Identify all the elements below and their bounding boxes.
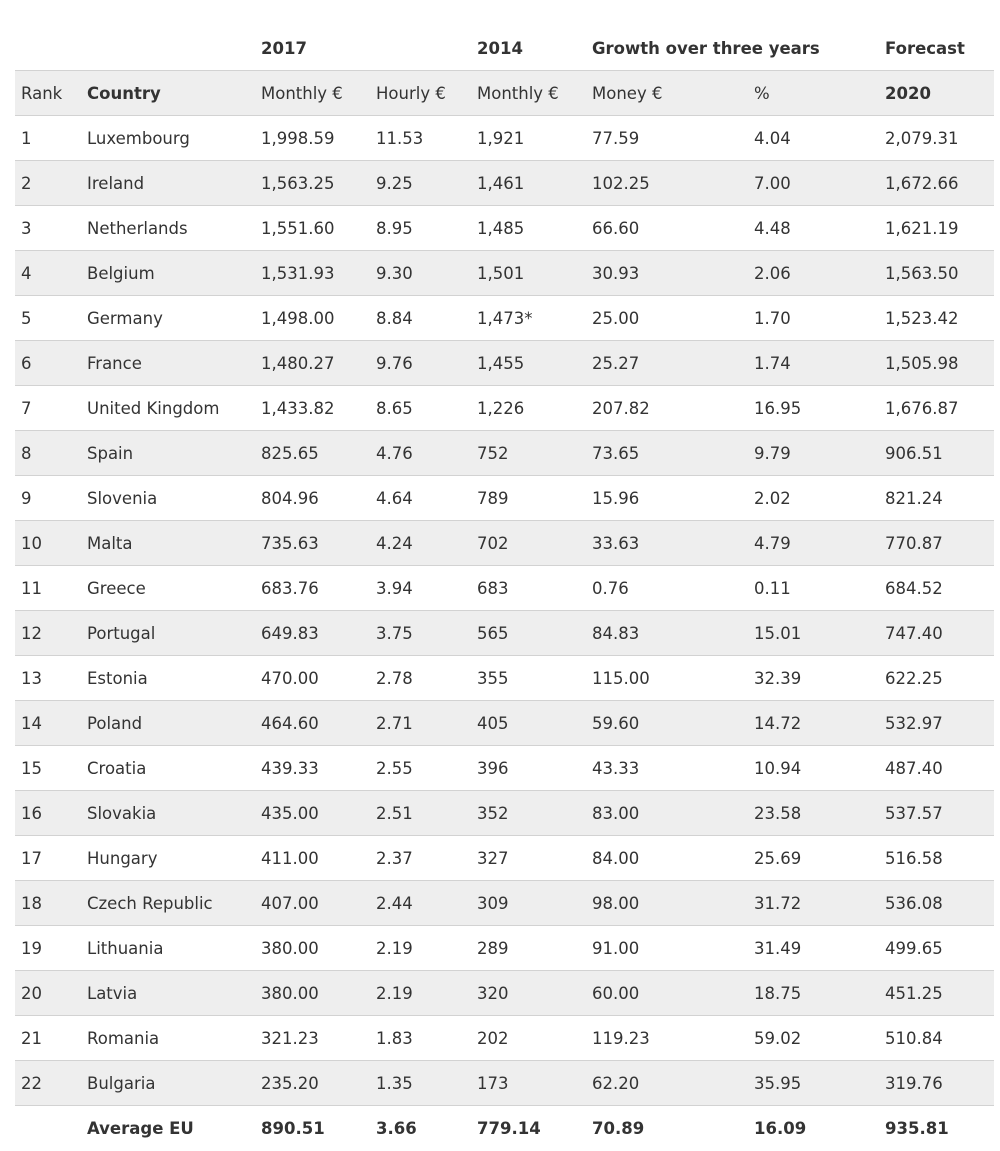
hourly-2017-cell: 2.71 xyxy=(370,701,471,746)
growth-percent-cell: 35.95 xyxy=(748,1061,879,1106)
country-cell: Lithuania xyxy=(81,926,255,971)
monthly-2014-cell: 173 xyxy=(471,1061,586,1106)
country-cell: Malta xyxy=(81,521,255,566)
country-cell: Belgium xyxy=(81,251,255,296)
forecast-2020-cell: 1,505.98 xyxy=(879,341,994,386)
monthly-2017-cell: 439.33 xyxy=(255,746,370,791)
hourly-2017-cell: 2.19 xyxy=(370,926,471,971)
growth-money-cell: 115.00 xyxy=(586,656,748,701)
average-money-cell: 70.89 xyxy=(592,1118,645,1138)
table-row xyxy=(15,386,994,431)
rank-cell: 4 xyxy=(15,251,81,296)
country-cell: Estonia xyxy=(81,656,255,701)
average-row xyxy=(15,1106,994,1151)
table-row xyxy=(15,791,994,836)
rank-cell: 17 xyxy=(15,836,81,881)
table-row xyxy=(15,521,994,566)
average-monthly-2014-cell: 779.14 xyxy=(477,1118,541,1138)
column-header-monthly-2017: Monthly € xyxy=(255,71,370,116)
growth-money-cell: 84.00 xyxy=(586,836,748,881)
rank-cell: 1 xyxy=(15,116,81,161)
header-group-empty xyxy=(370,24,471,71)
forecast-2020-cell: 451.25 xyxy=(879,971,994,1016)
forecast-2020-cell: 510.84 xyxy=(879,1016,994,1061)
average-label-cell: Average EU xyxy=(87,1118,194,1138)
monthly-2014-cell: 355 xyxy=(471,656,586,701)
hourly-2017-cell: 9.30 xyxy=(370,251,471,296)
growth-percent-cell: 2.02 xyxy=(748,476,879,521)
growth-percent-cell: 16.95 xyxy=(748,386,879,431)
forecast-2020-cell: 516.58 xyxy=(879,836,994,881)
header-group-2014: 2014 xyxy=(471,24,586,71)
monthly-2014-cell: 752 xyxy=(471,431,586,476)
monthly-2014-cell: 309 xyxy=(471,881,586,926)
rank-cell: 6 xyxy=(15,341,81,386)
country-cell: Czech Republic xyxy=(81,881,255,926)
growth-percent-cell: 10.94 xyxy=(748,746,879,791)
growth-money-cell: 77.59 xyxy=(586,116,748,161)
growth-percent-cell: 59.02 xyxy=(748,1016,879,1061)
monthly-2017-cell: 1,480.27 xyxy=(255,341,370,386)
table-row xyxy=(15,476,994,521)
growth-percent-cell: 1.74 xyxy=(748,341,879,386)
table-row xyxy=(15,341,994,386)
country-cell: Croatia xyxy=(81,746,255,791)
monthly-2014-cell: 352 xyxy=(471,791,586,836)
average-percent-cell: 16.09 xyxy=(754,1118,807,1138)
monthly-2017-cell: 649.83 xyxy=(255,611,370,656)
table-row xyxy=(15,206,994,251)
column-header-country: Country xyxy=(81,71,255,116)
monthly-2014-cell: 565 xyxy=(471,611,586,656)
forecast-2020-cell: 537.57 xyxy=(879,791,994,836)
hourly-2017-cell: 11.53 xyxy=(370,116,471,161)
column-header-row xyxy=(15,71,994,116)
growth-percent-cell: 18.75 xyxy=(748,971,879,1016)
growth-money-cell: 25.00 xyxy=(586,296,748,341)
monthly-2014-cell: 1,461 xyxy=(471,161,586,206)
rank-cell: 9 xyxy=(15,476,81,521)
forecast-2020-cell: 1,676.87 xyxy=(879,386,994,431)
growth-percent-cell: 4.48 xyxy=(748,206,879,251)
growth-money-cell: 83.00 xyxy=(586,791,748,836)
growth-money-cell: 59.60 xyxy=(586,701,748,746)
table-row xyxy=(15,656,994,701)
header-group-row xyxy=(15,24,994,71)
column-header-forecast-year: 2020 xyxy=(879,71,994,116)
growth-money-cell: 91.00 xyxy=(586,926,748,971)
hourly-2017-cell: 2.51 xyxy=(370,791,471,836)
country-cell: Spain xyxy=(81,431,255,476)
growth-percent-cell: 32.39 xyxy=(748,656,879,701)
forecast-2020-cell: 684.52 xyxy=(879,566,994,611)
monthly-2014-cell: 683 xyxy=(471,566,586,611)
hourly-2017-cell: 9.25 xyxy=(370,161,471,206)
header-group-2017: 2017 xyxy=(255,24,370,71)
header-group-forecast: Forecast xyxy=(879,24,994,71)
rank-cell: 12 xyxy=(15,611,81,656)
monthly-2017-cell: 411.00 xyxy=(255,836,370,881)
wage-table-container xyxy=(15,24,994,1150)
hourly-2017-cell: 8.84 xyxy=(370,296,471,341)
growth-money-cell: 73.65 xyxy=(586,431,748,476)
country-cell: United Kingdom xyxy=(81,386,255,431)
hourly-2017-cell: 9.76 xyxy=(370,341,471,386)
growth-percent-cell: 25.69 xyxy=(748,836,879,881)
table-body xyxy=(15,116,994,1106)
growth-money-cell: 207.82 xyxy=(586,386,748,431)
hourly-2017-cell: 8.95 xyxy=(370,206,471,251)
growth-percent-cell: 31.49 xyxy=(748,926,879,971)
monthly-2014-cell: 1,485 xyxy=(471,206,586,251)
rank-cell: 16 xyxy=(15,791,81,836)
country-cell: Germany xyxy=(81,296,255,341)
growth-percent-cell: 7.00 xyxy=(748,161,879,206)
average-forecast-cell: 935.81 xyxy=(885,1118,949,1138)
rank-cell: 19 xyxy=(15,926,81,971)
forecast-2020-cell: 1,563.50 xyxy=(879,251,994,296)
hourly-2017-cell: 4.24 xyxy=(370,521,471,566)
country-cell: Netherlands xyxy=(81,206,255,251)
growth-percent-cell: 23.58 xyxy=(748,791,879,836)
country-cell: France xyxy=(81,341,255,386)
table-row xyxy=(15,116,994,161)
monthly-2014-cell: 1,226 xyxy=(471,386,586,431)
forecast-2020-cell: 532.97 xyxy=(879,701,994,746)
hourly-2017-cell: 4.76 xyxy=(370,431,471,476)
rank-cell: 21 xyxy=(15,1016,81,1061)
average-hourly-2017-cell: 3.66 xyxy=(376,1118,417,1138)
hourly-2017-cell: 4.64 xyxy=(370,476,471,521)
forecast-2020-cell: 499.65 xyxy=(879,926,994,971)
monthly-2017-cell: 235.20 xyxy=(255,1061,370,1106)
rank-cell: 15 xyxy=(15,746,81,791)
forecast-2020-cell: 2,079.31 xyxy=(879,116,994,161)
monthly-2017-cell: 435.00 xyxy=(255,791,370,836)
hourly-2017-cell: 2.55 xyxy=(370,746,471,791)
forecast-2020-cell: 747.40 xyxy=(879,611,994,656)
monthly-2014-cell: 289 xyxy=(471,926,586,971)
rank-cell: 13 xyxy=(15,656,81,701)
forecast-2020-cell: 1,523.42 xyxy=(879,296,994,341)
country-cell: Slovakia xyxy=(81,791,255,836)
monthly-2017-cell: 321.23 xyxy=(255,1016,370,1061)
table-row xyxy=(15,611,994,656)
rank-cell: 8 xyxy=(15,431,81,476)
table-row xyxy=(15,431,994,476)
table-row xyxy=(15,926,994,971)
monthly-2014-cell: 702 xyxy=(471,521,586,566)
column-header-monthly-2014: Monthly € xyxy=(471,71,586,116)
monthly-2014-cell: 1,455 xyxy=(471,341,586,386)
growth-money-cell: 66.60 xyxy=(586,206,748,251)
monthly-2017-cell: 1,551.60 xyxy=(255,206,370,251)
forecast-2020-cell: 319.76 xyxy=(879,1061,994,1106)
forecast-2020-cell: 1,672.66 xyxy=(879,161,994,206)
growth-money-cell: 102.25 xyxy=(586,161,748,206)
forecast-2020-cell: 487.40 xyxy=(879,746,994,791)
country-cell: Slovenia xyxy=(81,476,255,521)
table-row xyxy=(15,971,994,1016)
growth-percent-cell: 9.79 xyxy=(748,431,879,476)
forecast-2020-cell: 536.08 xyxy=(879,881,994,926)
table-row xyxy=(15,881,994,926)
rank-cell: 22 xyxy=(15,1061,81,1106)
forecast-2020-cell: 906.51 xyxy=(879,431,994,476)
growth-money-cell: 98.00 xyxy=(586,881,748,926)
growth-money-cell: 0.76 xyxy=(586,566,748,611)
monthly-2014-cell: 396 xyxy=(471,746,586,791)
growth-money-cell: 60.00 xyxy=(586,971,748,1016)
growth-money-cell: 119.23 xyxy=(586,1016,748,1061)
monthly-2017-cell: 380.00 xyxy=(255,926,370,971)
country-cell: Luxembourg xyxy=(81,116,255,161)
hourly-2017-cell: 2.37 xyxy=(370,836,471,881)
growth-money-cell: 43.33 xyxy=(586,746,748,791)
country-cell: Latvia xyxy=(81,971,255,1016)
monthly-2017-cell: 464.60 xyxy=(255,701,370,746)
country-cell: Ireland xyxy=(81,161,255,206)
hourly-2017-cell: 3.75 xyxy=(370,611,471,656)
monthly-2017-cell: 1,531.93 xyxy=(255,251,370,296)
monthly-2017-cell: 407.00 xyxy=(255,881,370,926)
growth-money-cell: 30.93 xyxy=(586,251,748,296)
table-row xyxy=(15,836,994,881)
minimum-wage-table xyxy=(15,24,994,1150)
country-cell: Greece xyxy=(81,566,255,611)
monthly-2017-cell: 735.63 xyxy=(255,521,370,566)
average-rank-cell xyxy=(15,1106,81,1151)
forecast-2020-cell: 622.25 xyxy=(879,656,994,701)
table-row xyxy=(15,296,994,341)
forecast-2020-cell: 1,621.19 xyxy=(879,206,994,251)
country-cell: Poland xyxy=(81,701,255,746)
country-cell: Hungary xyxy=(81,836,255,881)
monthly-2017-cell: 683.76 xyxy=(255,566,370,611)
table-row xyxy=(15,161,994,206)
monthly-2017-cell: 1,433.82 xyxy=(255,386,370,431)
table-row xyxy=(15,746,994,791)
monthly-2014-cell: 789 xyxy=(471,476,586,521)
table-row xyxy=(15,1061,994,1106)
column-header-percent: % xyxy=(748,71,879,116)
column-header-rank: Rank xyxy=(15,71,81,116)
hourly-2017-cell: 2.44 xyxy=(370,881,471,926)
country-cell: Portugal xyxy=(81,611,255,656)
monthly-2014-cell: 405 xyxy=(471,701,586,746)
growth-money-cell: 62.20 xyxy=(586,1061,748,1106)
rank-cell: 14 xyxy=(15,701,81,746)
growth-money-cell: 84.83 xyxy=(586,611,748,656)
rank-cell: 10 xyxy=(15,521,81,566)
growth-percent-cell: 1.70 xyxy=(748,296,879,341)
rank-cell: 20 xyxy=(15,971,81,1016)
rank-cell: 5 xyxy=(15,296,81,341)
monthly-2014-cell: 202 xyxy=(471,1016,586,1061)
hourly-2017-cell: 2.78 xyxy=(370,656,471,701)
average-monthly-2017-cell: 890.51 xyxy=(261,1118,325,1138)
monthly-2017-cell: 470.00 xyxy=(255,656,370,701)
forecast-2020-cell: 770.87 xyxy=(879,521,994,566)
hourly-2017-cell: 3.94 xyxy=(370,566,471,611)
hourly-2017-cell: 1.83 xyxy=(370,1016,471,1061)
growth-percent-cell: 31.72 xyxy=(748,881,879,926)
header-group-empty xyxy=(15,24,81,71)
country-cell: Bulgaria xyxy=(81,1061,255,1106)
growth-percent-cell: 4.79 xyxy=(748,521,879,566)
growth-money-cell: 25.27 xyxy=(586,341,748,386)
monthly-2014-cell: 320 xyxy=(471,971,586,1016)
hourly-2017-cell: 2.19 xyxy=(370,971,471,1016)
header-group-empty xyxy=(81,24,255,71)
monthly-2017-cell: 1,998.59 xyxy=(255,116,370,161)
forecast-2020-cell: 821.24 xyxy=(879,476,994,521)
monthly-2014-cell: 327 xyxy=(471,836,586,881)
growth-percent-cell: 15.01 xyxy=(748,611,879,656)
country-cell: Romania xyxy=(81,1016,255,1061)
monthly-2017-cell: 1,563.25 xyxy=(255,161,370,206)
growth-percent-cell: 14.72 xyxy=(748,701,879,746)
growth-money-cell: 33.63 xyxy=(586,521,748,566)
monthly-2017-cell: 804.96 xyxy=(255,476,370,521)
rank-cell: 2 xyxy=(15,161,81,206)
column-header-hourly-2017: Hourly € xyxy=(370,71,471,116)
rank-cell: 18 xyxy=(15,881,81,926)
rank-cell: 7 xyxy=(15,386,81,431)
hourly-2017-cell: 8.65 xyxy=(370,386,471,431)
monthly-2014-cell: 1,921 xyxy=(471,116,586,161)
hourly-2017-cell: 1.35 xyxy=(370,1061,471,1106)
table-row xyxy=(15,701,994,746)
table-row xyxy=(15,1016,994,1061)
table-row xyxy=(15,566,994,611)
monthly-2017-cell: 1,498.00 xyxy=(255,296,370,341)
table-row xyxy=(15,251,994,296)
rank-cell: 3 xyxy=(15,206,81,251)
monthly-2017-cell: 825.65 xyxy=(255,431,370,476)
rank-cell: 11 xyxy=(15,566,81,611)
growth-percent-cell: 4.04 xyxy=(748,116,879,161)
growth-money-cell: 15.96 xyxy=(586,476,748,521)
monthly-2017-cell: 380.00 xyxy=(255,971,370,1016)
growth-percent-cell: 2.06 xyxy=(748,251,879,296)
growth-percent-cell: 0.11 xyxy=(748,566,879,611)
header-group-growth: Growth over three years xyxy=(586,24,879,71)
monthly-2014-cell: 1,501 xyxy=(471,251,586,296)
column-header-money: Money € xyxy=(586,71,748,116)
monthly-2014-cell: 1,473* xyxy=(471,296,586,341)
